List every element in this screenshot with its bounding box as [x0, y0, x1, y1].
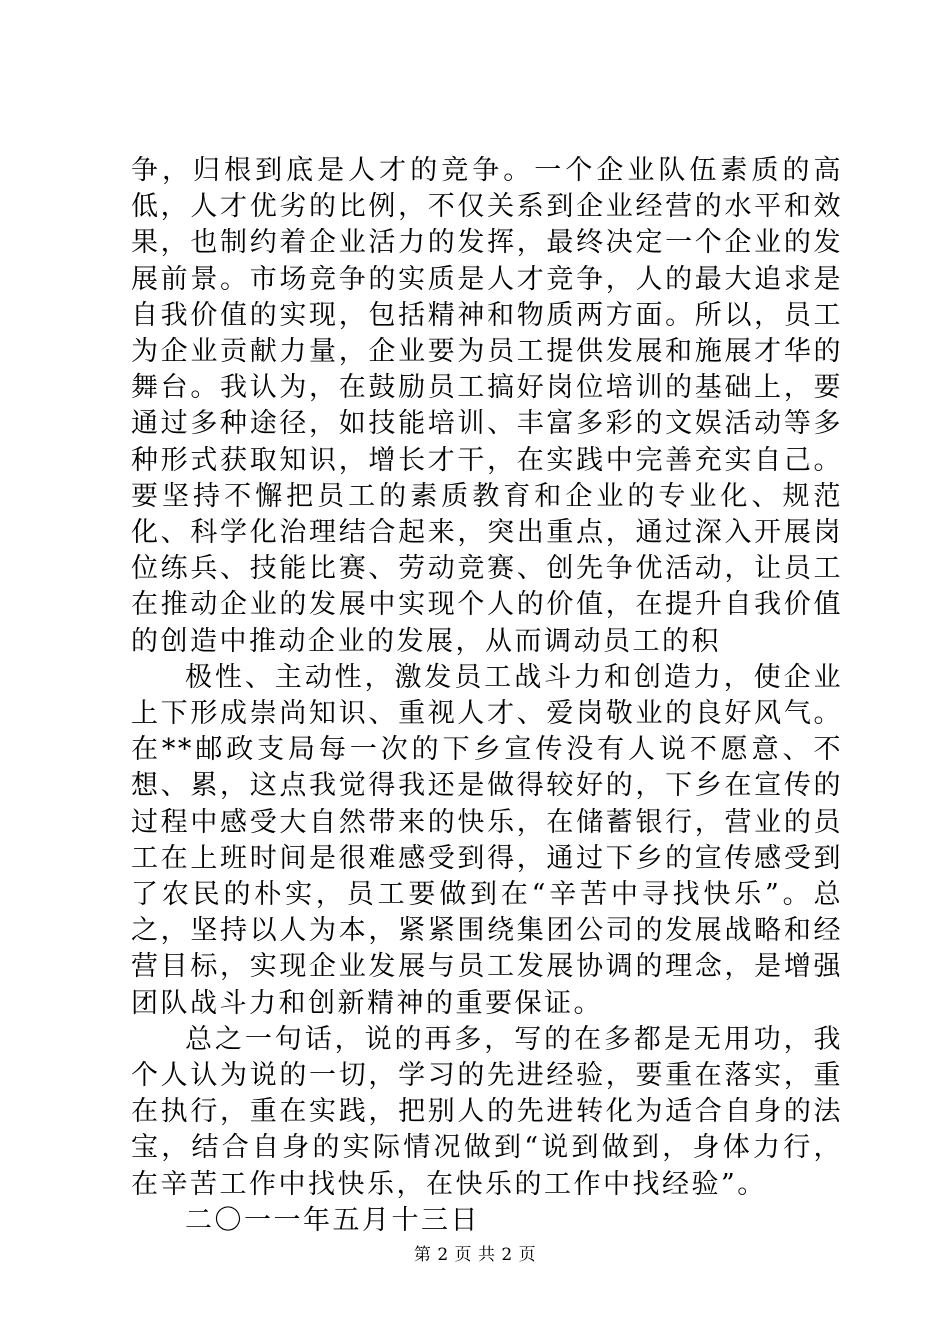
page-footer: 第 2 页 共 2 页	[413, 1245, 537, 1265]
paragraph-continuation: 争，归根到底是人才的竞争。一个企业队伍素质的高低，人才优劣的比例，不仅关系到企业经营的水平和效果，也制约着企业活力的发挥，最终决定一个企业的发展前景。市场竞争的实质是人才竞争，人的最大追求是自我价值的实现，包括精神和物质两方面。所以，员工为企业贡献力量，企业要为员工提供发展和施展才华的舞台。我认为，在鼓励员工搞好岗位培训的基础上，要通过多种途径，如技能培训、丰富多彩的文娱活动等多种形式获取知识，增长才干，在实践中完善充实自己。要坚持不懈把员工的素质教育和企业的专业化、规范化、科学化治理结合起来，突出重点，通过深入开展岗位练兵、技能比赛、劳动竞赛、创先争优活动，让员工在推动企业的发展中实现个人的价值，在提升自我价值的创造中推动企业的发展，从而调动员工的积	[131, 155, 843, 657]
document-body	[131, 153, 843, 1239]
paragraph-conclusion: 总之一句话，说的再多，写的在多都是无用功，我个人认为说的一切，学习的先进经验，要重在落实，重在执行，重在实践，把别人的先进转化为适合自身的法宝，结合自身的实际情况做到“说到做到，身体力行，在辛苦工作中找快乐，在快乐的工作中找经验”。	[131, 1023, 843, 1200]
document-date: 二〇一一年五月十三日	[185, 1204, 480, 1236]
paragraph-staff-motivation: 极性、主动性，激发员工战斗力和创造力，使企业上下形成崇尚知识、重视人才、爱岗敬业的良好风气。在**邮政支局每一次的下乡宣传没有人说不愿意、不想、累，这点我觉得我还是做得较好的，下乡在宣传的过程中感受大自然带来的快乐，在储蓄银行，营业的员工在上班时间是很难感受到得，通过下乡的宣传感受到了农民的朴实，员工要做到在“辛苦中寻找快乐”。总之，坚持以人为本，紧紧围绕集团公司的发展战略和经营目标，实现企业发展与员工发展协调的理念，是增强团队战斗力和创新精神的重要保证。	[131, 661, 843, 1019]
